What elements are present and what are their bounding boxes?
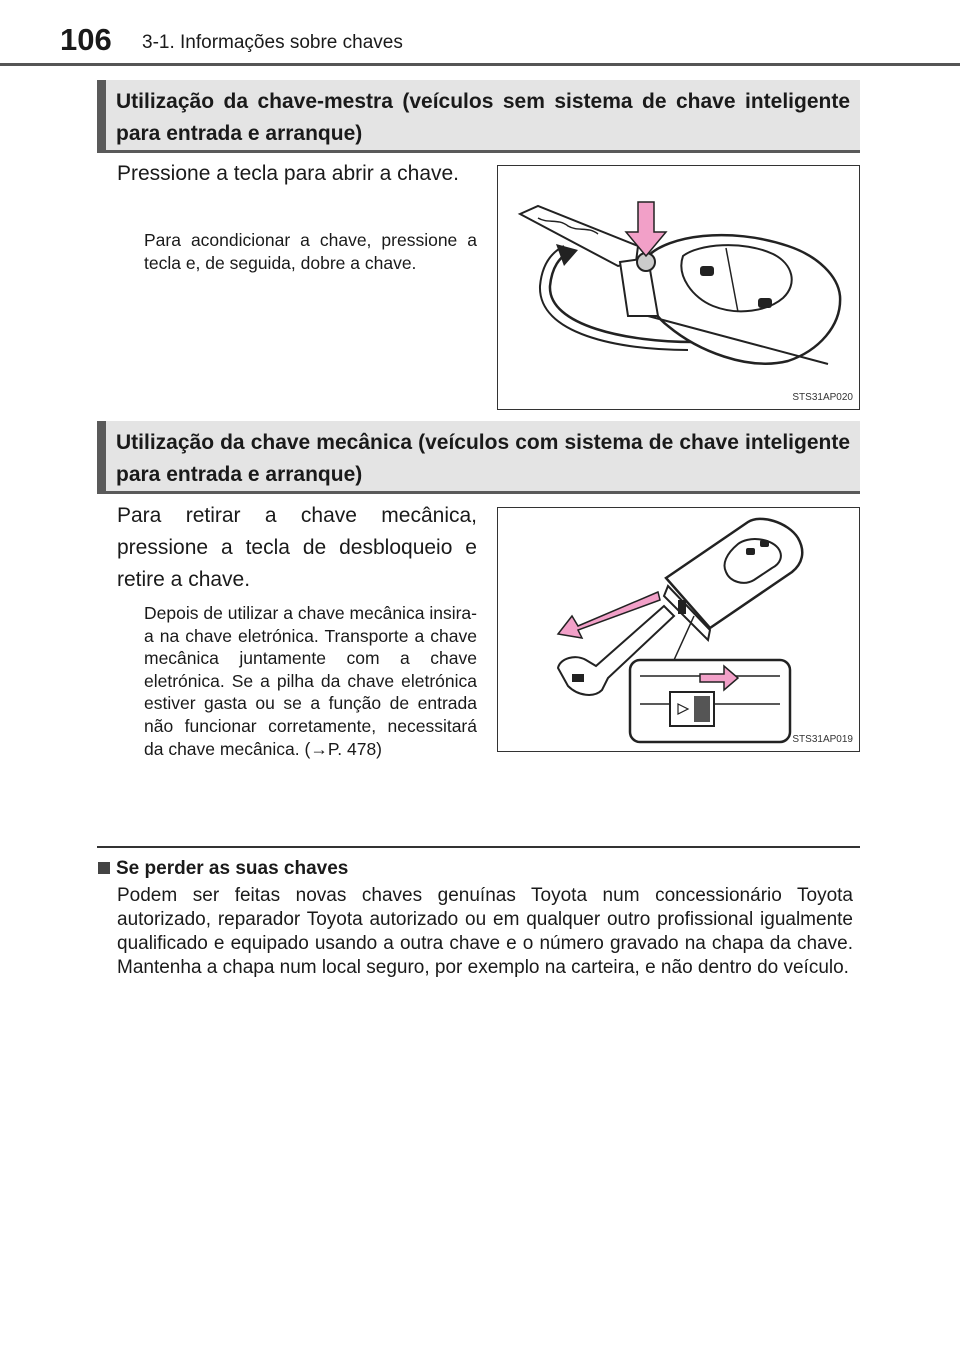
figure-code: STS31AP020 [792,392,853,403]
body-paragraph: Podem ser feitas novas chaves genuínas Toyota num concessionário Toyota autorizado, reparador Toyota autorizado ou em qualquer outro profissional igualmente qualificado e equipado usando a outra chave e o número gravado na chapa da chave. Mantenha a chapa num local seguro, por exemplo na carteira, e não dentro do veículo. [117,885,853,978]
smart-key-drawing [498,508,859,751]
master-key-illustration [497,165,860,410]
section-title: Utilização da chave-mestra (veículos sem sistema de chave inteligente para entrada e arranque) [116,90,850,145]
instruction-note: Para acondicionar a chave, pressione a tecla e, de seguida, dobre a chave. [144,230,477,273]
instruction-lead: Para retirar a chave mecânica, pressione a tecla de desbloqueio e retire a chave. [117,504,477,591]
page-number: 106 [60,22,112,57]
section-title-bar [97,80,860,153]
subsection-heading [98,858,348,880]
lock-button-icon [700,266,714,276]
section-title-bar [97,421,860,494]
header-rule [0,63,960,66]
key-fob-drawing [498,166,859,409]
subsection-heading-text: Se perder as suas chaves [116,858,349,879]
release-slider-icon [694,696,710,722]
instruction-note: Depois de utilizar a chave mecânica insira-a na chave eletrónica. Transporte a chave mecânica juntamente com a chave eletrónica. Se a pilha da chave eletrónica estiver gasta ou se a função de entrada não funcionar corretamente, necessitará da chave mecânica. (→P. 478) [144,603,477,759]
subsection-rule [97,846,860,848]
instruction-lead: Pressione a tecla para abrir a chave. [117,162,460,185]
square-bullet-icon [98,862,110,874]
mechanical-key-illustration [497,507,860,752]
section-title: Utilização da chave mecânica (veículos com sistema de chave inteligente para entrada e arranque) [116,431,850,486]
running-header: 3-1. Informações sobre chaves [142,32,403,53]
unlock-button-icon [760,540,769,547]
unlock-button-icon [758,298,772,308]
lock-button-icon [746,548,755,555]
rotation-arrowhead-icon [556,244,578,266]
figure-code: STS31AP019 [792,734,853,745]
